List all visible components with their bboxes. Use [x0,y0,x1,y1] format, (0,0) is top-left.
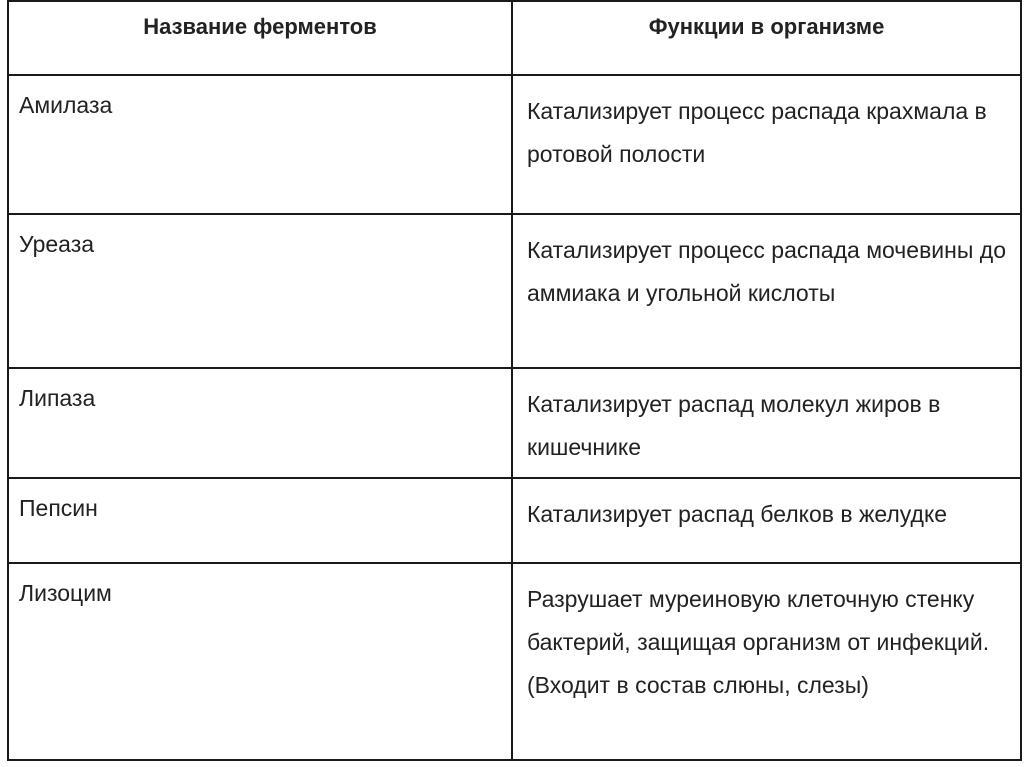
enzyme-function: Катализирует процесс распада мочевины до аммиака и угольной кислоты [527,237,1006,306]
enzymes-table [7,0,1022,761]
enzyme-name-cell [8,478,512,563]
header-row [8,1,1021,75]
table-row [8,368,1021,478]
table-row [8,478,1021,563]
header-function: Функции в организме [512,1,1021,75]
enzyme-name: Амилаза [19,92,113,118]
enzyme-function: Катализирует распад молекул жиров в кишечнике [527,391,941,460]
enzyme-name-cell [8,563,512,760]
enzyme-name: Пепсин [19,495,98,521]
enzyme-name-cell [8,75,512,214]
enzyme-function: Катализирует распад белков в желудке [527,501,948,527]
table-row [8,75,1021,214]
enzyme-name-cell [8,368,512,478]
enzyme-function-cell [512,214,1021,368]
enzyme-name: Лизоцим [19,580,112,606]
enzyme-function-cell [512,368,1021,478]
enzyme-function-cell [512,478,1021,563]
enzyme-name: Уреаза [19,231,95,257]
enzyme-name-cell [8,214,512,368]
table-row [8,214,1021,368]
table-row [8,563,1021,760]
enzyme-function-cell [512,75,1021,214]
enzyme-function: Катализирует процесс распада крахмала в ротовой полости [527,98,987,167]
enzyme-function-cell [512,563,1021,760]
enzyme-function: Разрушает муреиновую клеточную стенку бактерий, защищая организм от инфекций. (Входит в состав слюны, слезы) [527,586,990,698]
header-enzyme-name: Название ферментов [8,1,512,75]
enzyme-name: Липаза [19,385,96,411]
